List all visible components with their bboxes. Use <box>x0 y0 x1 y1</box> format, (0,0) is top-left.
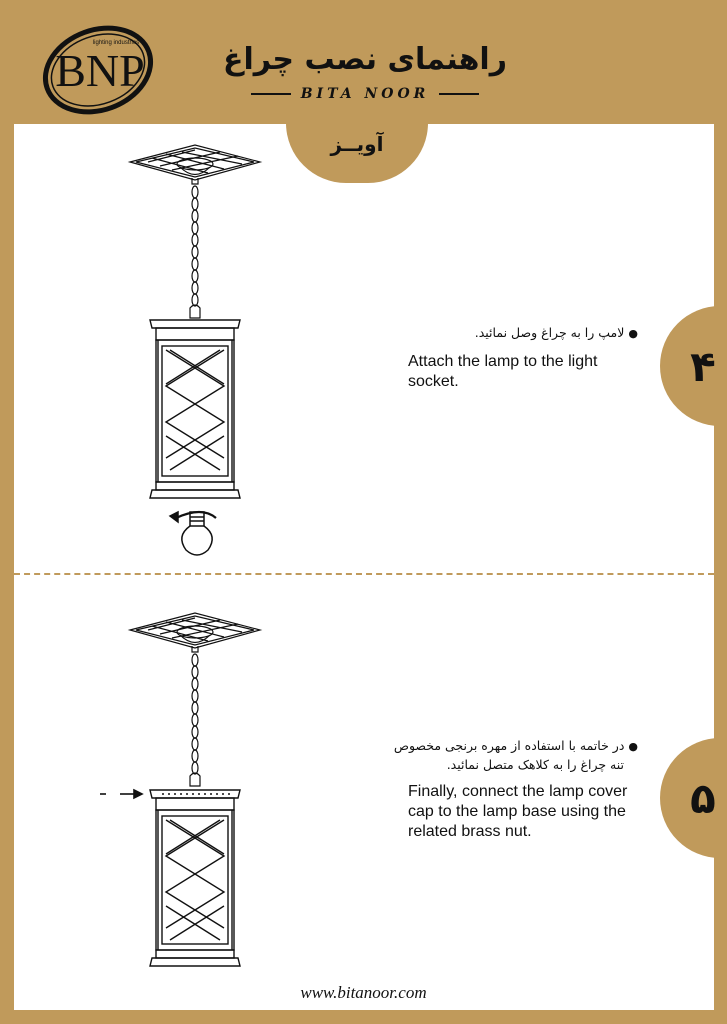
subtitle-text: BITA NOOR <box>300 86 430 102</box>
brand-subtitle <box>250 86 480 102</box>
page-title: راهنمای نصب چراغ <box>222 42 507 77</box>
pendant-lamp-illustration-bottom <box>96 608 276 978</box>
step-4-fa-line-1: لامپ را به چراغ وصل نمائید. <box>474 325 625 340</box>
chain <box>190 654 200 786</box>
step-number-5: ۵ <box>690 774 716 823</box>
bulb-rotate-icon <box>170 512 216 555</box>
bnp-logo <box>40 20 160 115</box>
step-4-en-line-1: Attach the lamp to the light <box>408 353 598 370</box>
step-5-fa-line-2: تنه چراغ را به کلاهک متصل نمائید. <box>446 757 624 772</box>
section-tab-label: آویــز <box>330 132 384 156</box>
step-5-en-line-2: cap to the lamp base using the <box>408 803 626 820</box>
step-4-english-text <box>408 352 648 392</box>
step-5-persian-text: ●در خاتمه با استفاده از مهره برنجی مخصوص تنه چراغ را به کلاهک متصل نمائید. <box>380 737 638 774</box>
step-4-en-line-2: socket. <box>408 373 459 390</box>
subtitle-rule-right <box>439 93 479 95</box>
step-number-4: ۴ <box>690 342 716 391</box>
logo-tagline: lighting industries <box>92 40 140 46</box>
subtitle-rule-left <box>251 93 291 95</box>
step-5-fa-line-1: در خاتمه با استفاده از مهره برنجی مخصوص <box>393 738 625 753</box>
logo-letters: BNP <box>55 45 145 96</box>
footer-website[interactable]: www.bitanoor.com <box>300 983 427 1002</box>
step-5-english-text <box>408 782 648 842</box>
step-5-en-line-1: Finally, connect the lamp cover <box>408 783 628 800</box>
arrow-right-icon <box>100 790 142 798</box>
chain <box>190 186 200 318</box>
step-5-en-line-3: related brass nut. <box>408 823 532 840</box>
step-4-persian-text: ●لامپ را به چراغ وصل نمائید. <box>474 325 638 340</box>
section-divider <box>14 573 714 575</box>
pendant-lamp-illustration-top <box>120 140 270 560</box>
